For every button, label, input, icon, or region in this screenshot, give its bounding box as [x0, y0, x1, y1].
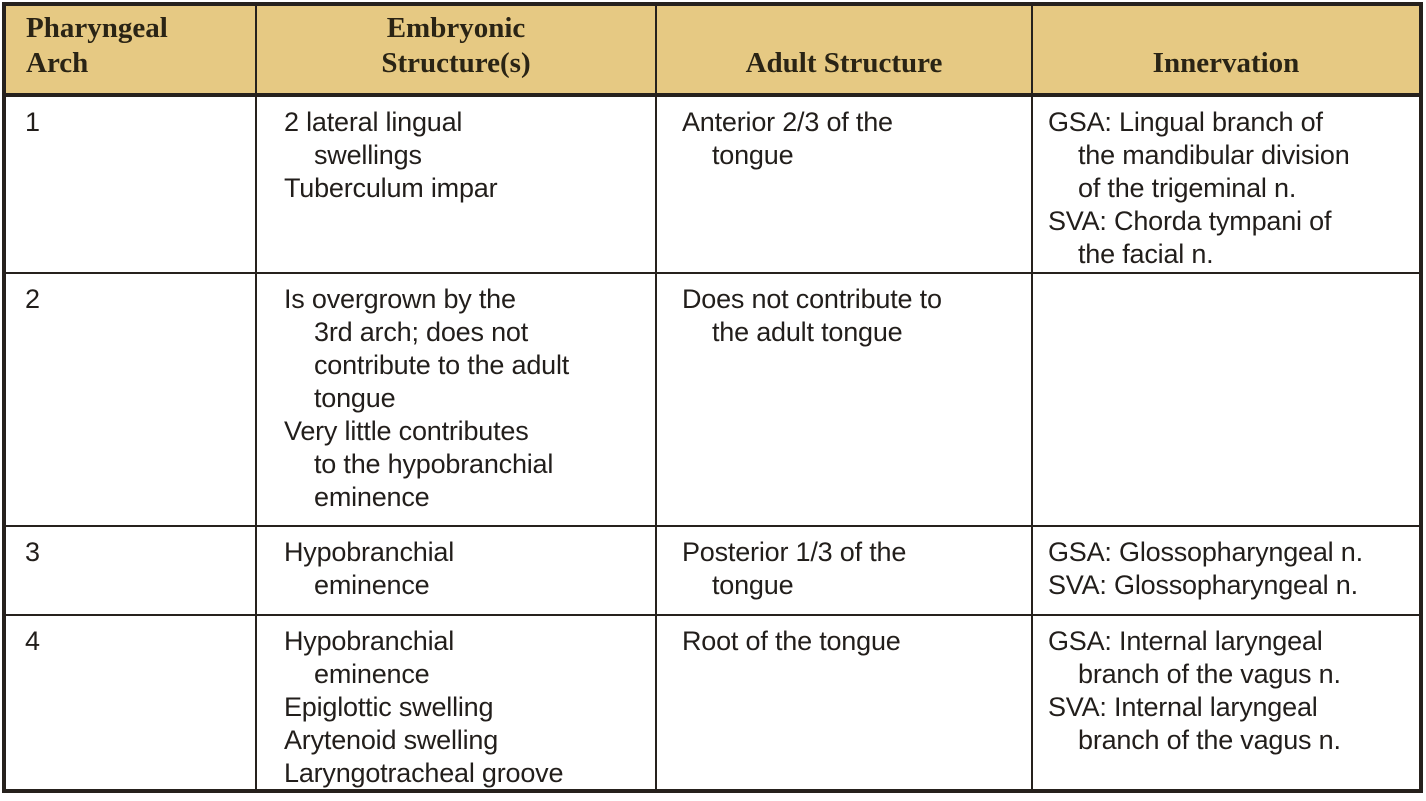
innervation-item [1048, 536, 1413, 569]
cell-innervation-row-2 [1033, 274, 1419, 527]
cell-text-line: tongue [314, 383, 396, 413]
adult-item [682, 625, 1023, 658]
cell-text-line: tongue [712, 140, 794, 170]
embryonic-item [284, 625, 647, 691]
cell-arch-row-1 [6, 97, 257, 274]
innervation-item [1048, 205, 1413, 271]
cell-text-line: Posterior 1/3 of the [682, 537, 907, 567]
header-label-line: Innervation [1152, 47, 1300, 79]
cell-text-line: Hypobranchial [284, 626, 454, 656]
cell-text-line: Does not contribute to [682, 284, 942, 314]
cell-text-line: swellings [314, 140, 422, 170]
cell-text-line: branch of the vagus n. [1078, 659, 1341, 689]
cell-innervation-row-1 [1033, 97, 1419, 274]
cell-text-line: GSA: Lingual branch of [1048, 107, 1323, 137]
cell-embryonic-row-1 [257, 97, 657, 274]
cell-text-line: GSA: Internal laryngeal [1048, 626, 1323, 656]
cell-text-line: SVA: Internal laryngeal [1048, 692, 1318, 722]
cell-text-line: of the trigeminal n. [1078, 173, 1297, 203]
cell-text-line: Root of the tongue [682, 626, 901, 656]
cell-adult-row-1 [657, 97, 1033, 274]
embryonic-item [284, 724, 647, 757]
header-cell-embryonic [257, 6, 657, 97]
header-label-line: Embryonic [386, 12, 526, 44]
cell-text-line: Arytenoid swelling [284, 725, 499, 755]
arch-number: 3 [25, 537, 40, 567]
cell-text-line: eminence [314, 659, 430, 689]
innervation-item [1048, 569, 1413, 602]
cell-text-line: SVA: Chorda tympani of [1048, 206, 1332, 236]
header-cell-adult [657, 6, 1033, 97]
cell-innervation-row-4 [1033, 616, 1419, 789]
cell-text-line: Tuberculum impar [284, 173, 498, 203]
header-cell-innervation [1033, 6, 1419, 97]
cell-text-line: eminence [314, 570, 430, 600]
cell-text-line: Epiglottic swelling [284, 692, 494, 722]
adult-item [682, 283, 1023, 349]
cell-text-line: 2 lateral lingual [284, 107, 463, 137]
cell-adult-row-2 [657, 274, 1033, 527]
header-label-line: Pharyngeal [26, 12, 168, 44]
innervation-item [1048, 106, 1413, 205]
cell-adult-row-4 [657, 616, 1033, 789]
adult-item [682, 536, 1023, 602]
cell-text-line: the adult tongue [712, 317, 903, 347]
header-label-line: Arch [26, 47, 89, 79]
cell-text-line: the facial n. [1078, 239, 1214, 269]
arch-number: 2 [25, 284, 40, 314]
embryonic-item [284, 415, 647, 514]
cell-text-line: Is overgrown by the [284, 284, 516, 314]
cell-text-line: tongue [712, 570, 794, 600]
cell-arch-row-3 [6, 527, 257, 616]
cell-text-line: SVA: Glossopharyngeal n. [1048, 570, 1358, 600]
cell-text-line: to the hypobranchial [314, 449, 554, 479]
cell-embryonic-row-4 [257, 616, 657, 789]
cell-text-line: Anterior 2/3 of the [682, 107, 893, 137]
arch-number: 1 [25, 107, 40, 137]
adult-item [682, 106, 1023, 172]
cell-arch-row-2 [6, 274, 257, 527]
cell-text-line: Hypobranchial [284, 537, 454, 567]
cell-arch-row-4 [6, 616, 257, 789]
cell-text-line: contribute to the adult [314, 350, 570, 380]
cell-text-line: branch of the vagus n. [1078, 725, 1341, 755]
header-label-line: Adult Structure [745, 47, 943, 79]
cell-text-line: the mandibular division [1078, 140, 1350, 170]
cell-text-line: GSA: Glossopharyngeal n. [1048, 537, 1363, 567]
cell-text-line: eminence [314, 482, 430, 512]
embryonic-item [284, 691, 647, 724]
header-label-line: Structure(s) [381, 47, 531, 79]
cell-text-line: Laryngotracheal groove [284, 758, 564, 788]
cell-text-line: 3rd arch; does not [314, 317, 529, 347]
innervation-item [1048, 691, 1413, 757]
header-cell-arch [6, 6, 257, 97]
innervation-item [1048, 625, 1413, 691]
cell-embryonic-row-3 [257, 527, 657, 616]
cell-innervation-row-3 [1033, 527, 1419, 616]
embryonic-item [284, 536, 647, 602]
embryonic-item [284, 106, 647, 172]
cell-text-line: Very little contributes [284, 416, 529, 446]
embryonic-item [284, 757, 647, 789]
cell-embryonic-row-2 [257, 274, 657, 527]
pharyngeal-arch-table [2, 2, 1423, 793]
arch-number: 4 [25, 626, 40, 656]
cell-adult-row-3 [657, 527, 1033, 616]
embryonic-item [284, 172, 647, 205]
embryonic-item [284, 283, 647, 415]
